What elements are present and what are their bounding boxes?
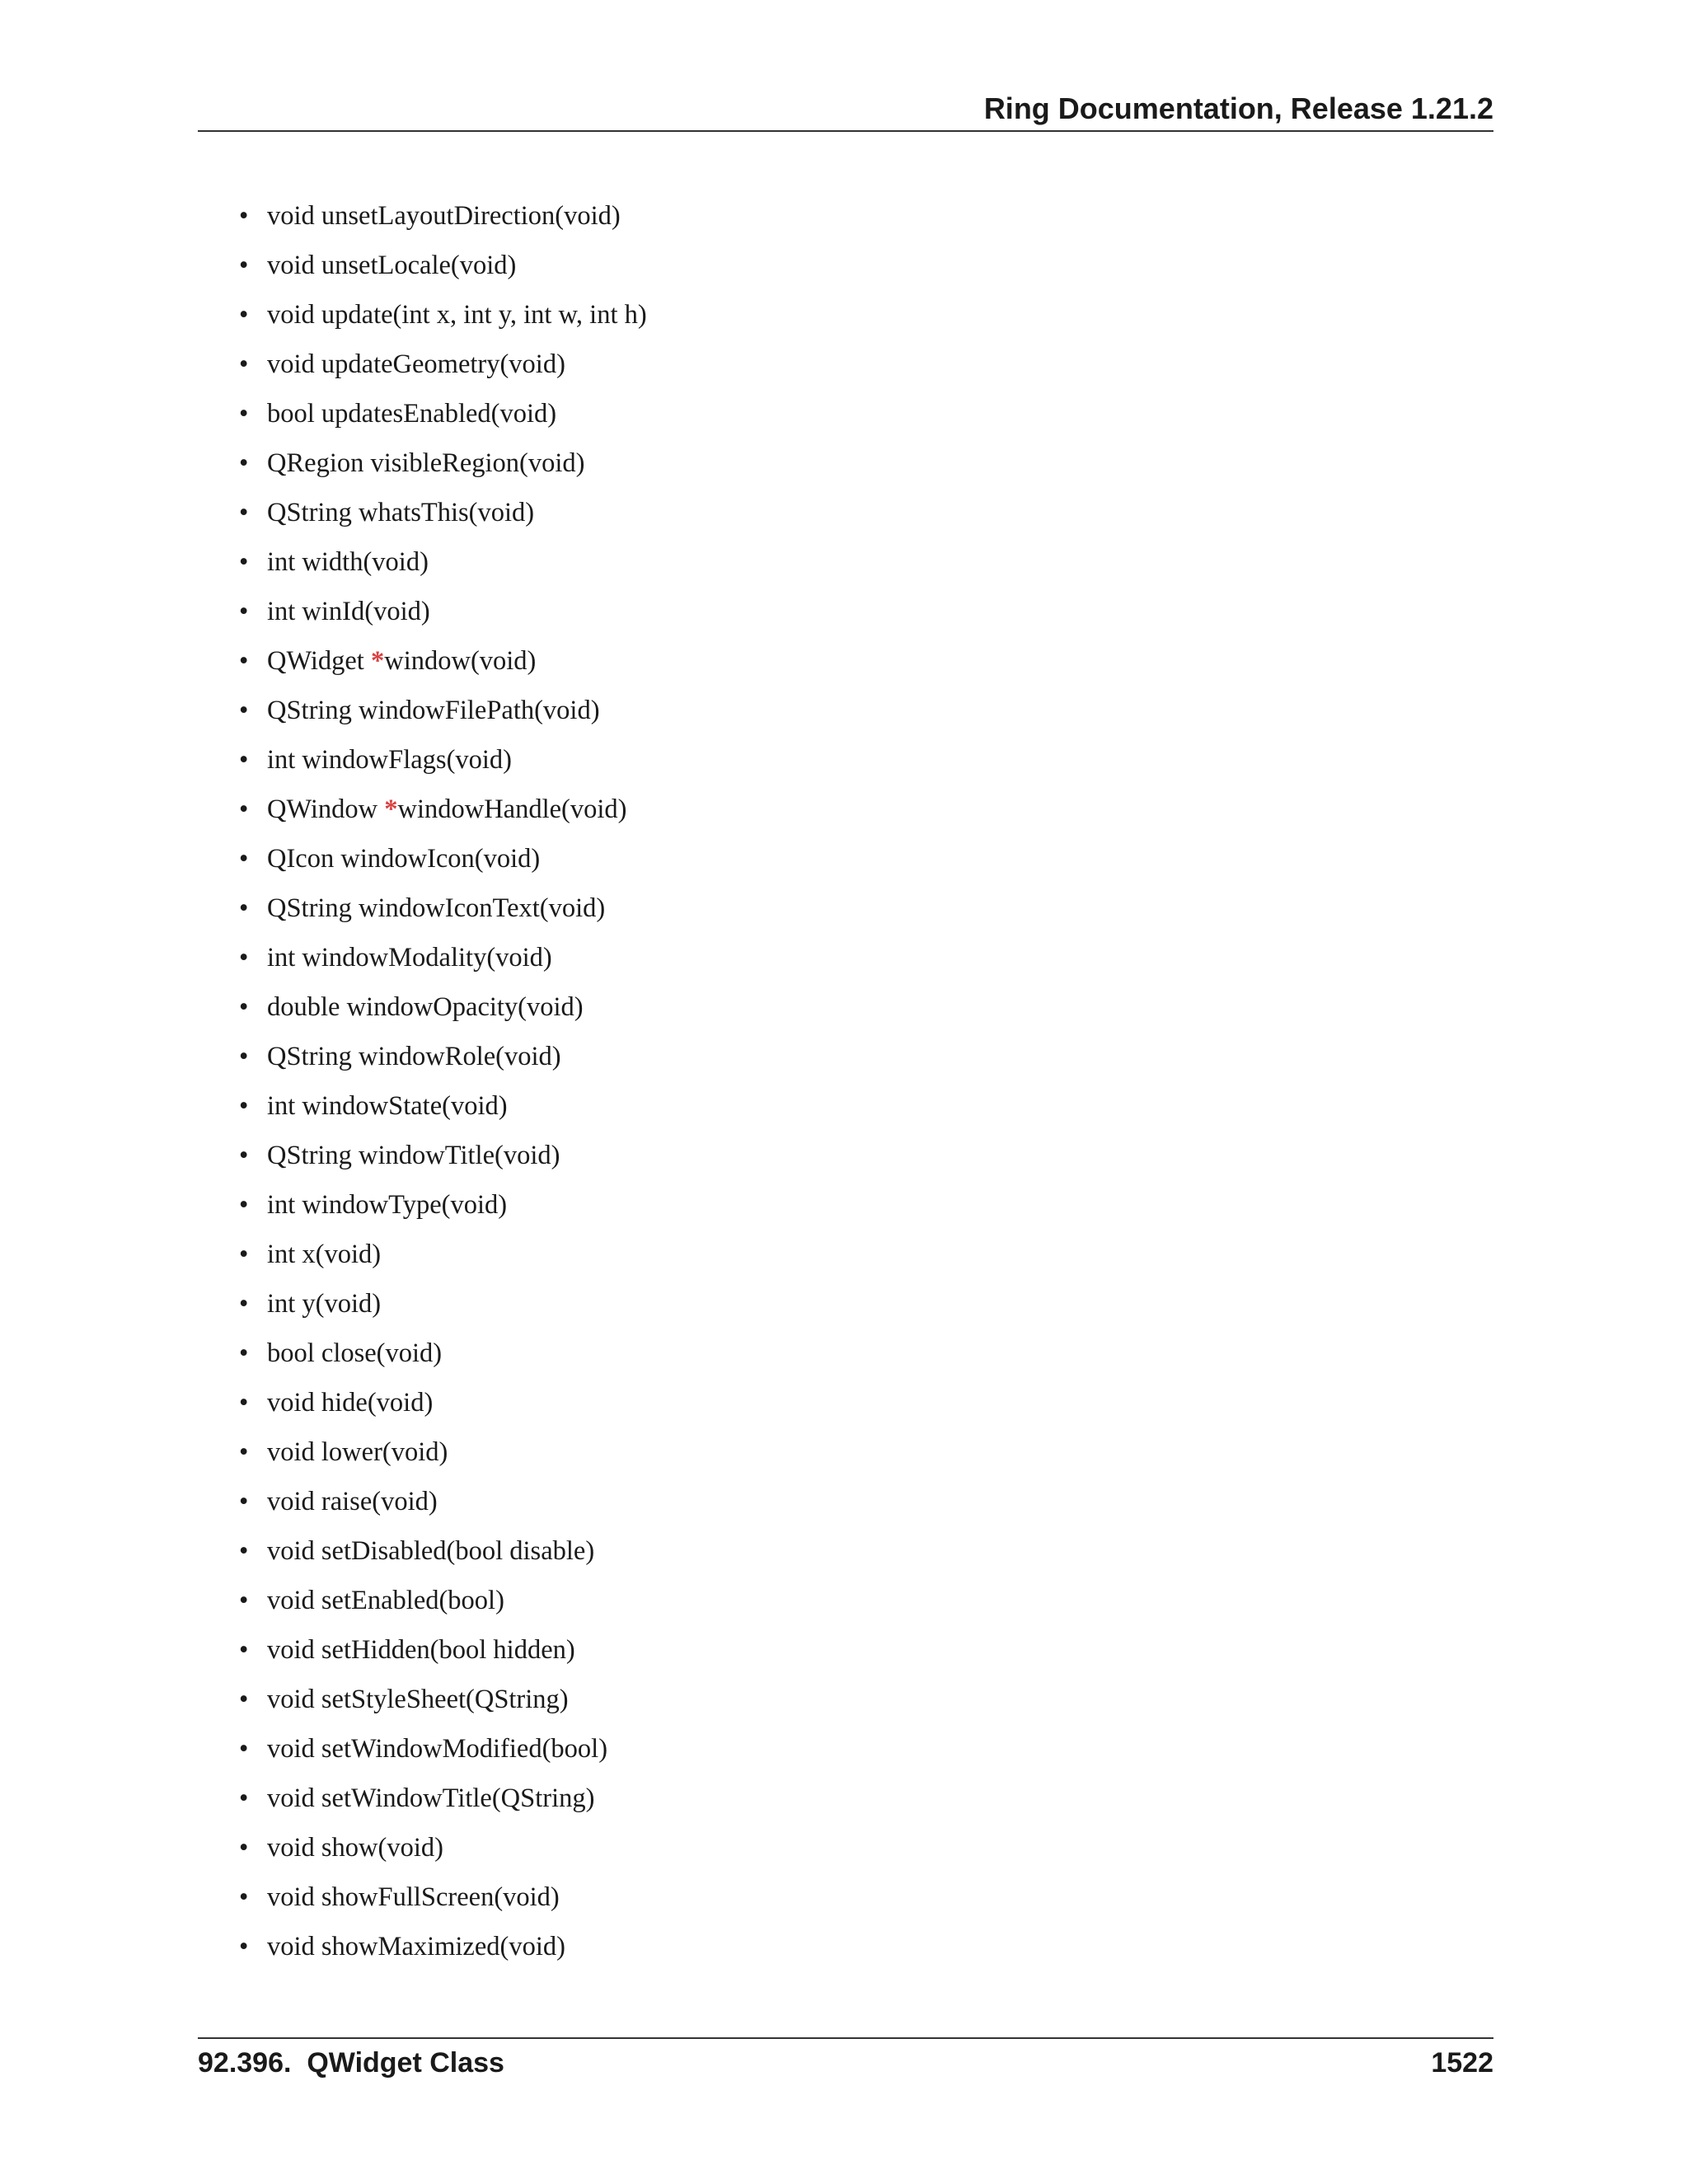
list-item bbox=[239, 1477, 647, 1526]
method-signature: QString windowIconText(void) bbox=[267, 893, 606, 923]
list-item bbox=[239, 1131, 647, 1180]
bullet-icon: • bbox=[239, 1487, 249, 1516]
list-item bbox=[239, 1378, 647, 1427]
list-item bbox=[239, 1032, 647, 1081]
bullet-icon: • bbox=[239, 349, 249, 379]
method-signature: void setStyleSheet(QString) bbox=[267, 1685, 569, 1714]
bullet-icon: • bbox=[239, 1388, 249, 1418]
bullet-icon: • bbox=[239, 1536, 249, 1566]
section-title: 92.396. QWidget Class bbox=[198, 2047, 504, 2079]
method-signature: int windowModality(void) bbox=[267, 943, 552, 972]
method-signature: int winId(void) bbox=[267, 597, 430, 626]
method-signature: void updateGeometry(void) bbox=[267, 349, 565, 379]
method-signature: QIcon windowIcon(void) bbox=[267, 844, 541, 874]
bullet-icon: • bbox=[239, 893, 249, 923]
list-item bbox=[239, 636, 647, 686]
document-title: Ring Documentation, Release 1.21.2 bbox=[983, 91, 1493, 125]
method-signature: double windowOpacity(void) bbox=[267, 992, 584, 1022]
method-signature: int windowFlags(void) bbox=[267, 745, 513, 775]
bullet-icon: • bbox=[239, 1240, 249, 1269]
method-signature: int y(void) bbox=[267, 1289, 382, 1319]
method-signature: void update(int x, int y, int w, int h) bbox=[267, 300, 647, 330]
bullet-icon: • bbox=[239, 696, 249, 725]
method-signature: QString windowRole(void) bbox=[267, 1042, 561, 1071]
page-footer bbox=[198, 2037, 1493, 2079]
list-item bbox=[239, 1823, 647, 1872]
list-item bbox=[239, 1724, 647, 1774]
list-item bbox=[239, 1230, 647, 1279]
method-signature: void hide(void) bbox=[267, 1388, 434, 1418]
method-signature: int windowState(void) bbox=[267, 1091, 508, 1121]
list-item bbox=[239, 290, 647, 340]
method-signature-rest: windowHandle(void) bbox=[397, 794, 627, 824]
method-list bbox=[239, 191, 647, 1971]
list-item bbox=[239, 587, 647, 636]
bullet-icon: • bbox=[239, 201, 249, 231]
page-number: 1522 bbox=[1431, 2047, 1493, 2079]
list-item bbox=[239, 1625, 647, 1675]
method-signature: void unsetLayoutDirection(void) bbox=[267, 201, 621, 231]
list-item bbox=[239, 488, 647, 537]
method-signature: void setWindowTitle(QString) bbox=[267, 1783, 595, 1813]
bullet-icon: • bbox=[239, 1141, 249, 1170]
bullet-icon: • bbox=[239, 1437, 249, 1467]
bullet-icon: • bbox=[239, 251, 249, 280]
list-item bbox=[239, 1180, 647, 1230]
bullet-icon: • bbox=[239, 794, 249, 824]
bullet-icon: • bbox=[239, 943, 249, 972]
bullet-icon: • bbox=[239, 1833, 249, 1863]
method-signature: QWidget bbox=[267, 646, 371, 676]
list-item bbox=[239, 982, 647, 1032]
method-signature-rest: window(void) bbox=[384, 646, 537, 676]
method-signature: void setEnabled(bool) bbox=[267, 1586, 504, 1615]
list-item bbox=[239, 785, 647, 834]
bullet-icon: • bbox=[239, 1586, 249, 1615]
bullet-icon: • bbox=[239, 1190, 249, 1220]
list-item bbox=[239, 735, 647, 785]
method-signature: QString whatsThis(void) bbox=[267, 498, 535, 527]
bullet-icon: • bbox=[239, 498, 249, 527]
list-item bbox=[239, 1081, 647, 1131]
list-item bbox=[239, 1872, 647, 1922]
list-item bbox=[239, 438, 647, 488]
method-signature: int windowType(void) bbox=[267, 1190, 508, 1220]
list-item bbox=[239, 241, 647, 290]
list-item bbox=[239, 1774, 647, 1823]
method-signature: void show(void) bbox=[267, 1833, 443, 1863]
list-item bbox=[239, 834, 647, 883]
list-item bbox=[239, 1576, 647, 1625]
list-item bbox=[239, 1675, 647, 1724]
bullet-icon: • bbox=[239, 646, 249, 676]
method-signature: void setDisabled(bool disable) bbox=[267, 1536, 595, 1566]
method-signature: bool close(void) bbox=[267, 1338, 443, 1368]
method-signature: void lower(void) bbox=[267, 1437, 448, 1467]
page-header bbox=[198, 92, 1493, 132]
bullet-icon: • bbox=[239, 1783, 249, 1813]
bullet-icon: • bbox=[239, 1882, 249, 1912]
method-signature: int x(void) bbox=[267, 1240, 382, 1269]
bullet-icon: • bbox=[239, 399, 249, 429]
list-item bbox=[239, 191, 647, 241]
method-signature: int width(void) bbox=[267, 547, 429, 577]
method-signature: QString windowFilePath(void) bbox=[267, 696, 600, 725]
pointer-star: * bbox=[370, 646, 385, 676]
bullet-icon: • bbox=[239, 1091, 249, 1121]
bullet-icon: • bbox=[239, 1635, 249, 1665]
list-item bbox=[239, 537, 647, 587]
method-signature: void setWindowModified(bool) bbox=[267, 1734, 608, 1764]
bullet-icon: • bbox=[239, 844, 249, 874]
bullet-icon: • bbox=[239, 448, 249, 478]
list-item bbox=[239, 1279, 647, 1329]
bullet-icon: • bbox=[239, 992, 249, 1022]
list-item bbox=[239, 883, 647, 933]
method-signature: void raise(void) bbox=[267, 1487, 438, 1516]
pointer-star: * bbox=[384, 794, 398, 824]
method-signature: void showFullScreen(void) bbox=[267, 1882, 560, 1912]
method-signature: QWindow bbox=[267, 794, 385, 824]
list-item bbox=[239, 340, 647, 389]
bullet-icon: • bbox=[239, 1338, 249, 1368]
bullet-icon: • bbox=[239, 745, 249, 775]
list-item bbox=[239, 1526, 647, 1576]
list-item bbox=[239, 933, 647, 982]
bullet-icon: • bbox=[239, 1685, 249, 1714]
bullet-icon: • bbox=[239, 1734, 249, 1764]
list-item bbox=[239, 1922, 647, 1971]
list-item bbox=[239, 686, 647, 735]
bullet-icon: • bbox=[239, 1289, 249, 1319]
method-signature: QRegion visibleRegion(void) bbox=[267, 448, 585, 478]
bullet-icon: • bbox=[239, 300, 249, 330]
method-signature: void unsetLocale(void) bbox=[267, 251, 517, 280]
method-signature: void setHidden(bool hidden) bbox=[267, 1635, 575, 1665]
list-item bbox=[239, 1329, 647, 1378]
list-item bbox=[239, 389, 647, 438]
bullet-icon: • bbox=[239, 597, 249, 626]
bullet-icon: • bbox=[239, 1932, 249, 1961]
method-signature: bool updatesEnabled(void) bbox=[267, 399, 557, 429]
method-signature: QString windowTitle(void) bbox=[267, 1141, 560, 1170]
method-signature: void showMaximized(void) bbox=[267, 1932, 565, 1961]
bullet-icon: • bbox=[239, 1042, 249, 1071]
list-item bbox=[239, 1427, 647, 1477]
bullet-icon: • bbox=[239, 547, 249, 577]
